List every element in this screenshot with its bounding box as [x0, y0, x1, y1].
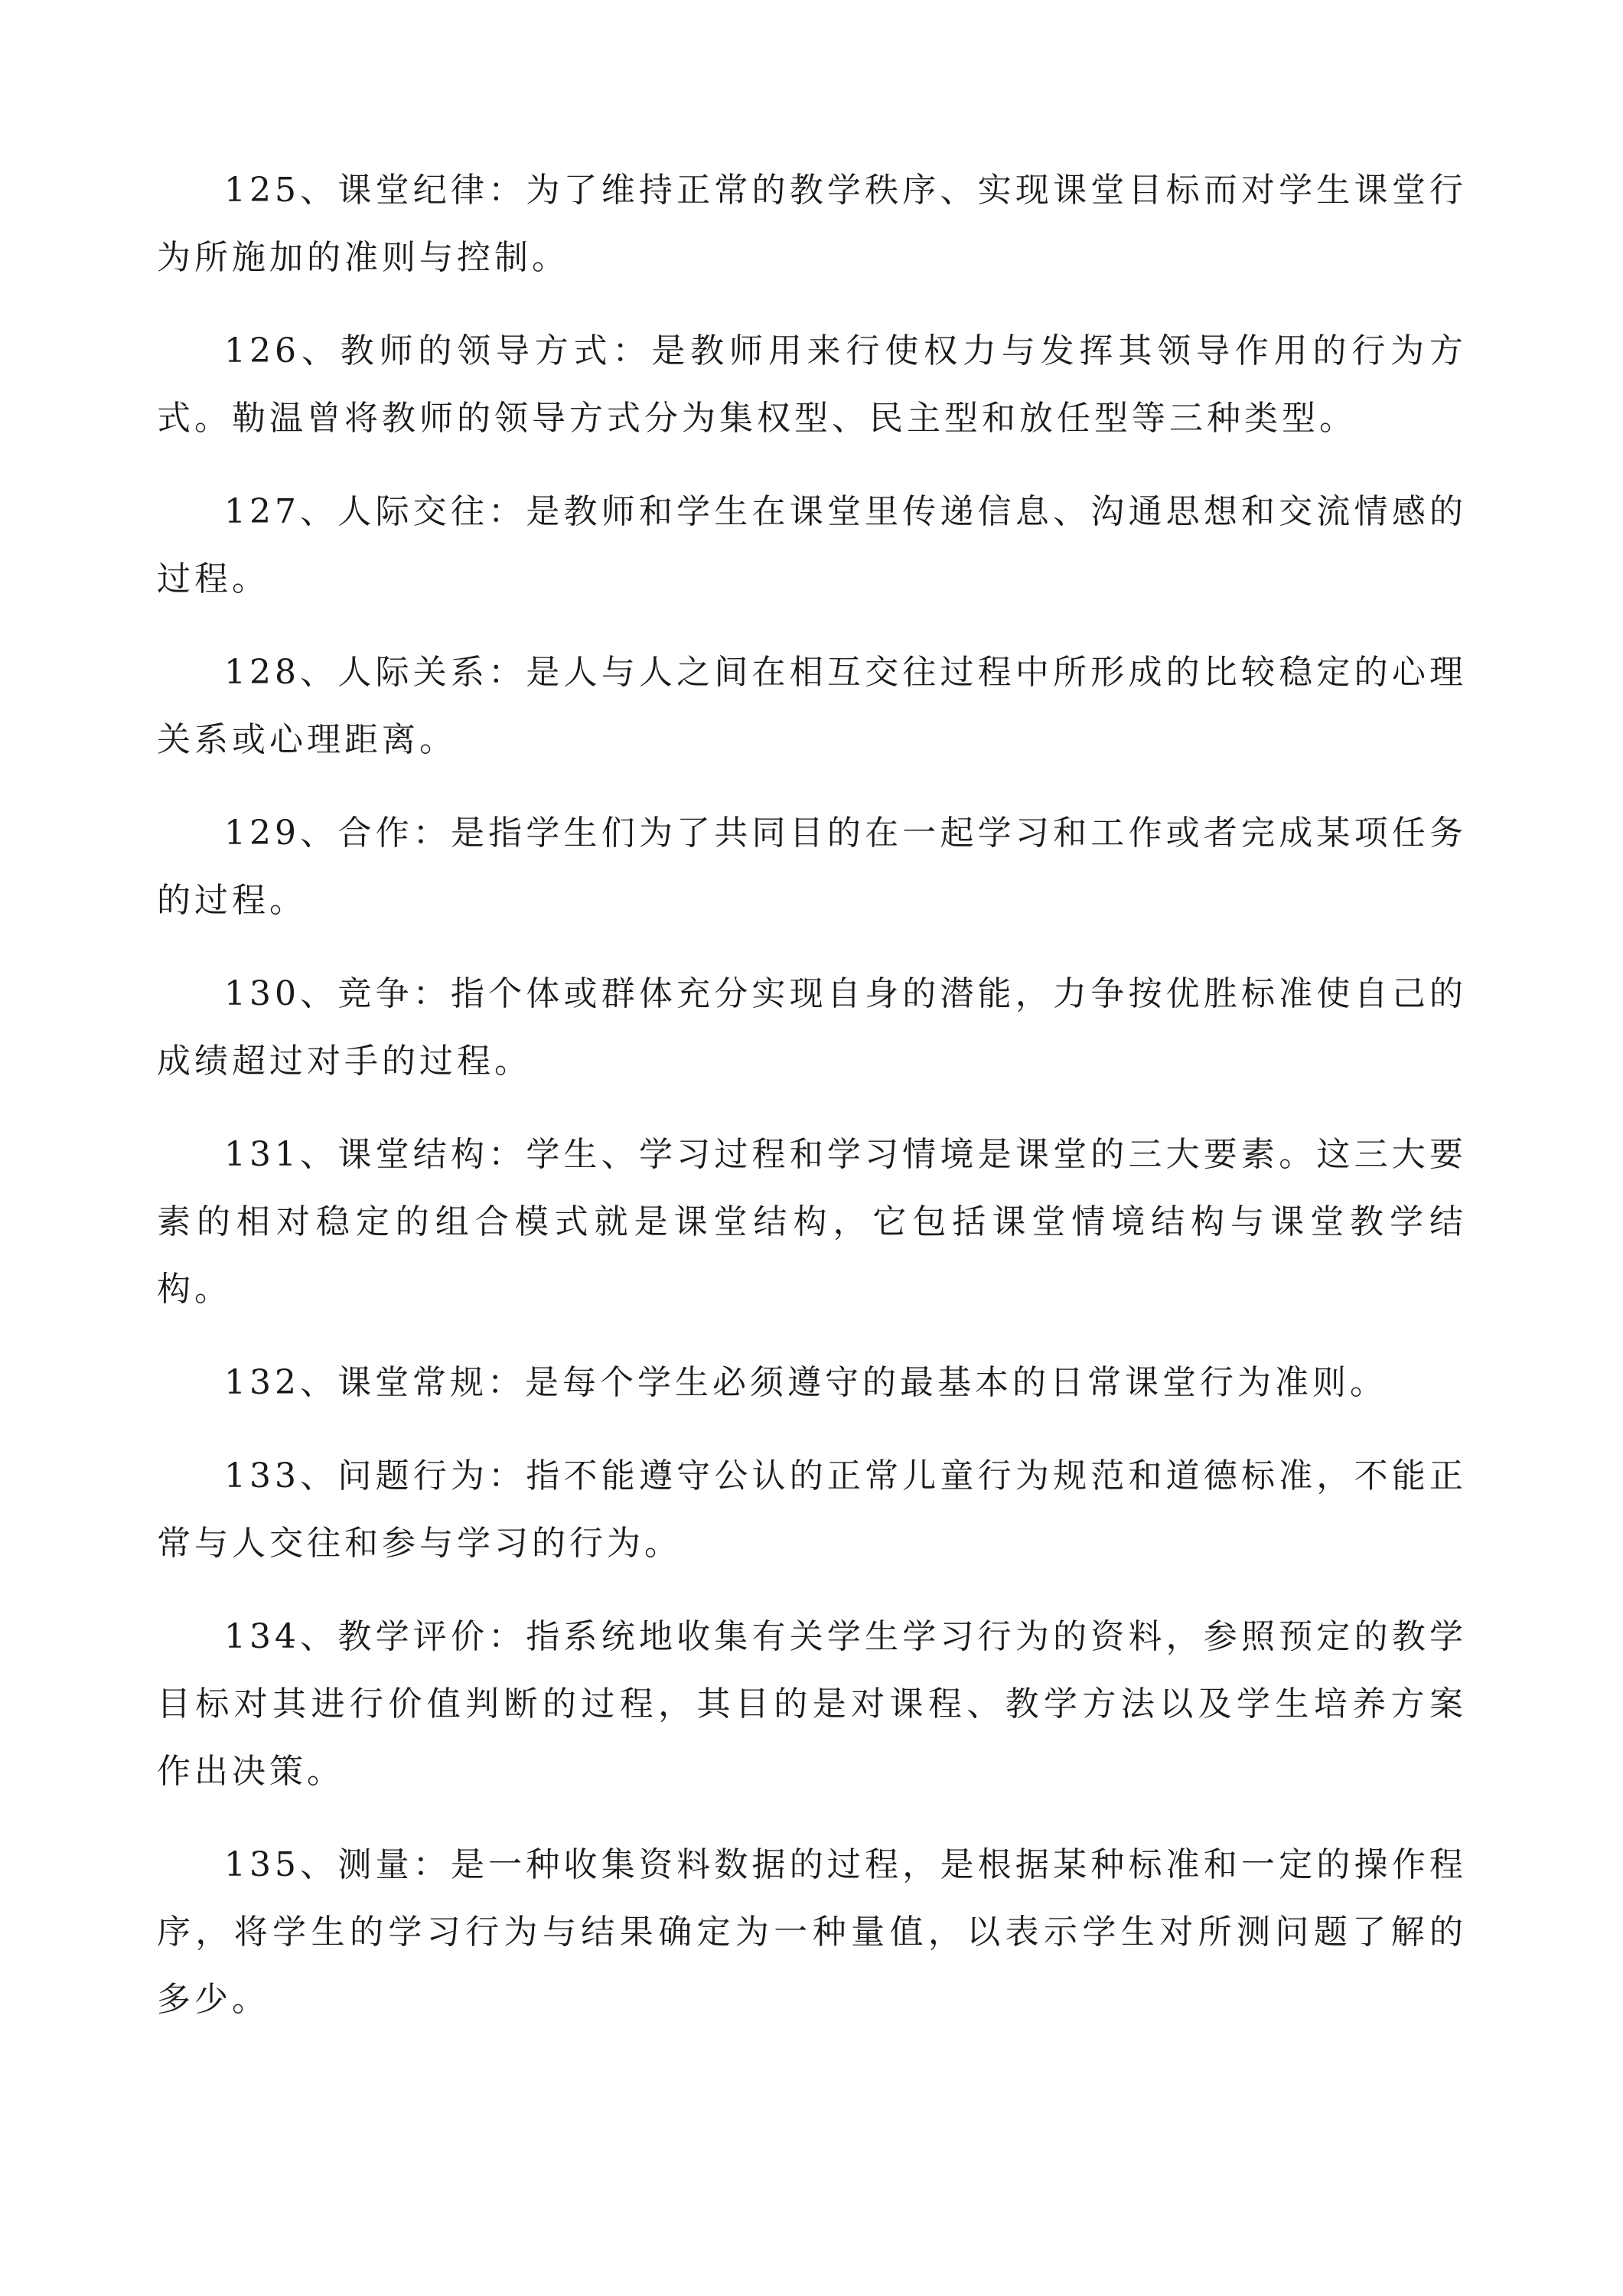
entry-term: 课堂结构 [337, 1135, 489, 1174]
entry-term: 课堂常规 [337, 1363, 487, 1402]
glossary-entry-128 [157, 639, 1467, 774]
entry-definition: 指系统地收集有关学生学习行为的资料，参照预定的教学目标对其进行价值判断的过程，其目的是对课程、教学方法以及学生培养方案作出决策。 [157, 1617, 1468, 1791]
entry-definition: 指不能遵守公认的正常儿童行为规范和道德标准，不能正常与人交往和参与学习的行为。 [157, 1456, 1468, 1563]
entry-definition: 是人与人之间在相互交往过程中所形成的比较稳定的心理关系或心理距离。 [157, 653, 1468, 759]
glossary-entry-125 [157, 157, 1467, 292]
entry-term: 人际关系 [337, 653, 489, 692]
entry-definition: 学生、学习过程和学习情境是课堂的三大要素。这三大要素的相对稳定的组合模式就是课堂结构，它包括课堂情境结构与课堂教学结构。 [157, 1135, 1468, 1309]
entry-term: 竞争 [337, 974, 413, 1013]
glossary-entry-132 [157, 1349, 1467, 1417]
entry-term: 测量 [337, 1845, 413, 1884]
glossary-body [157, 157, 1467, 2060]
glossary-entry-135 [157, 1831, 1467, 2033]
entry-term: 问题行为 [337, 1456, 489, 1495]
entry-separator: ： [488, 1617, 526, 1656]
entry-definition: 是每个学生必须遵守的最基本的日常课堂行为准则。 [524, 1363, 1387, 1402]
entry-number: 128、 [224, 653, 338, 692]
entry-separator: ： [612, 331, 652, 370]
entry-separator: ： [488, 492, 526, 531]
entry-number: 126、 [224, 331, 341, 370]
entry-number: 131、 [224, 1135, 338, 1174]
entry-separator: ： [488, 653, 526, 692]
entry-definition: 为了维持正常的教学秩序、实现课堂目标而对学生课堂行为所施加的准则与控制。 [157, 171, 1468, 277]
entry-term: 课堂纪律 [337, 171, 489, 210]
glossary-entry-133 [157, 1443, 1467, 1577]
entry-definition: 是教师和学生在课堂里传递信息、沟通思想和交流情感的过程。 [157, 492, 1468, 598]
entry-term: 教师的领导方式 [340, 331, 613, 370]
entry-number: 135、 [224, 1845, 338, 1884]
entry-number: 130、 [224, 974, 338, 1013]
entry-definition: 是指学生们为了共同目的在一起学习和工作或者完成某项任务的过程。 [157, 814, 1468, 920]
entry-separator: ： [412, 814, 451, 853]
entry-definition: 是一种收集资料数据的过程，是根据某种标准和一定的操作程序，将学生的学习行为与结果确定为一种量值，以表示学生对所测问题了解的多少。 [157, 1845, 1468, 2019]
glossary-entry-129 [157, 800, 1467, 934]
entry-term: 人际交往 [337, 492, 489, 531]
entry-definition: 是教师用来行使权力与发挥其领导作用的行为方式。勒温曾将教师的领导方式分为集权型、民主型和放任型等三种类型。 [157, 331, 1468, 438]
glossary-entry-130 [157, 960, 1467, 1095]
entry-separator: ： [412, 1845, 451, 1884]
entry-separator: ： [488, 171, 526, 210]
glossary-entry-134 [157, 1603, 1467, 1805]
glossary-entry-127 [157, 478, 1467, 613]
glossary-entry-131 [157, 1121, 1467, 1323]
entry-separator: ： [488, 1456, 526, 1495]
entry-number: 129、 [224, 814, 338, 853]
entry-number: 125、 [224, 171, 338, 210]
entry-number: 133、 [224, 1456, 338, 1495]
entry-term: 合作 [337, 814, 413, 853]
glossary-entry-126 [157, 318, 1467, 452]
entry-separator: ： [412, 974, 451, 1013]
entry-definition: 指个体或群体充分实现自身的潜能，力争按优胜标准使自己的成绩超过对手的过程。 [157, 974, 1468, 1081]
entry-term: 教学评价 [337, 1617, 489, 1656]
entry-separator: ： [488, 1135, 526, 1174]
entry-number: 134、 [224, 1617, 338, 1656]
entry-number: 127、 [224, 492, 338, 531]
entry-separator: ： [487, 1363, 525, 1402]
entry-number: 132、 [224, 1363, 337, 1402]
